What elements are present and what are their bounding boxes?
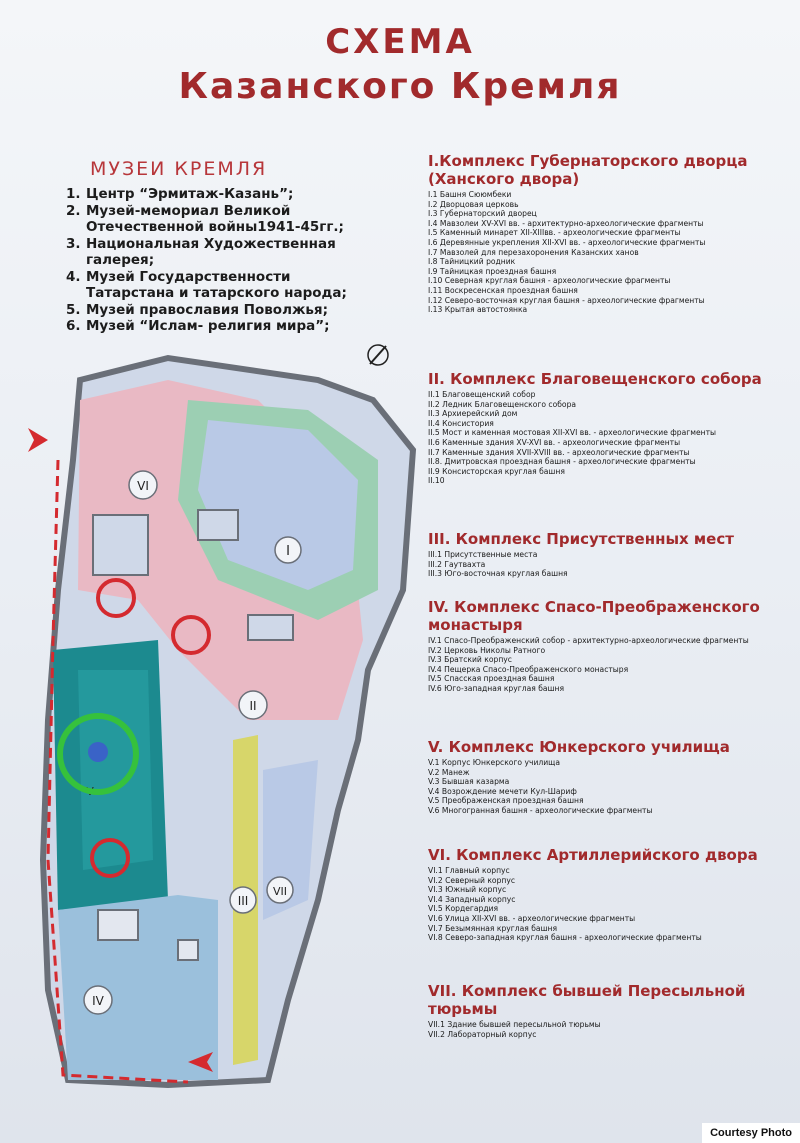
section-title: II. Комплекс Благовещенского собора — [428, 370, 762, 388]
zone-label-II: II — [249, 699, 257, 713]
legend-section-4 — [428, 598, 796, 694]
section-items: II.1 Благовещенский собор II.2 Ледник Благовещенского собора II.3 Архиерейский дом II.4 Консистория II.5 Мост и каменная мостовая XII-XVI вв. - археологические фрагменты II.6 Каменные здания XV-XVI вв. - археологические фрагменты II.7 Каменные здания XVII-XVIII вв. - археологические фрагменты II.8. Дмитровская проездная башня - археологические фрагменты II.9 Консисторская круглая башня II.10 — [428, 390, 717, 486]
zone-label-V: V — [86, 785, 94, 798]
section-items: I.1 Башня Сююмбеки I.2 Дворцовая церковь I.3 Губернаторский дворец I.4 Мавзолеи XV-XVI вв. - архитектурно-археологические фрагменты I.5 Каменный минарет XII-XIIIвв. - археологические фрагменты I.6 Деревянные укрепления XII-XVI вв. - археологические фрагменты I.7 Мавзолей для перезахоронения Казанских ханов I.8 Тайницкий родник I.9 Тайницкая проездная башня I.10 Северная круглая башня - археологические фрагменты I.11 Воскресенская проездная башня I.12 Северо-восточная круглая башня - археологические фрагменты I.13 Крытая автостоянка — [428, 190, 706, 315]
legend-section-3 — [428, 530, 796, 579]
legend-section-5 — [428, 738, 796, 816]
list-item: 4. Музей Государственности Татарстана и татарского народа; — [66, 268, 347, 301]
section-title: V. Комплекс Юнкерского училища — [428, 738, 730, 756]
legend-section-7 — [428, 982, 796, 1039]
section-items: IV.1 Спасо-Преображенский собор - архитектурно-археологические фрагменты IV.2 Церковь Николы Ратного IV.3 Братский корпус IV.4 Пещерка Спасо-Преображенского монастыря IV.5 Спасская проездная башня IV.6 Юго-западная круглая башня — [428, 636, 749, 693]
section-title: VI. Комплекс Артиллерийского двора — [428, 846, 758, 864]
zone-label-III: III — [237, 894, 249, 908]
zone-label-VI: VI — [137, 479, 149, 493]
list-item: 5. Музей православия Поволжья; — [66, 301, 328, 318]
zone-label-I: I — [286, 544, 290, 559]
section-title: III. Комплекс Присутственных мест — [428, 530, 734, 548]
photo-credit: Courtesy Photo — [702, 1123, 800, 1143]
mosque-icon — [88, 742, 108, 762]
list-item: 1. Центр “Эрмитаж-Казань”; — [66, 186, 294, 202]
legend-section-1 — [428, 152, 796, 315]
section-items: V.1 Корпус Юнкерского училища V.2 Манеж V.3 Бывшая казарма V.4 Возрождение мечети Кул-Шариф V.5 Преображенская проездная башня V.6 Многогранная башня - археологические фрагменты — [428, 758, 653, 815]
page-title-line2: Казанского Кремля — [178, 66, 622, 107]
zone-label-VII: VII — [272, 885, 288, 898]
legend-section-2 — [428, 370, 796, 486]
list-item: 2. Музей-мемориал Великой Отечественной войны1941-45гг.; — [66, 202, 344, 235]
page-title-line1: СХЕМА — [325, 22, 475, 62]
list-item: 3. Национальная Художественная галерея; — [66, 235, 336, 268]
museums-list — [66, 186, 366, 335]
kremlin-map — [18, 340, 418, 1110]
section-title: VII. Комплекс бывшей Пересыльной тюрьмы — [428, 982, 746, 1018]
section-items: III.1 Присутственные места III.2 Гаутвахта III.3 Юго-восточная круглая башня — [428, 550, 568, 579]
list-item: 6. Музей “Ислам- религия мира”; — [66, 318, 330, 334]
entrance-arrow-icon — [28, 428, 48, 452]
museums-heading: МУЗЕИ КРЕМЛЯ — [90, 158, 268, 180]
legend-section-6 — [428, 846, 796, 943]
section-title: IV. Комплекс Спасо-Преображенского монастыря — [428, 598, 760, 634]
zone-label-IV: IV — [92, 994, 104, 1008]
section-items: VI.1 Главный корпус VI.2 Северный корпус VI.3 Южный корпус VI.4 Западный корпус VI.5 Кордегардия VI.6 Улица XII-XVI вв. - археологические фрагменты VI.7 Безымянная круглая башня VI.8 Северо-западная круглая башня - археологические фрагменты — [428, 866, 702, 943]
section-items: VII.1 Здание бывшей пересыльной тюрьмы VII.2 Лабораторный корпус — [428, 1020, 601, 1039]
section-title: I.Комплекс Губернаторского дворца (Ханского двора) — [428, 152, 748, 188]
